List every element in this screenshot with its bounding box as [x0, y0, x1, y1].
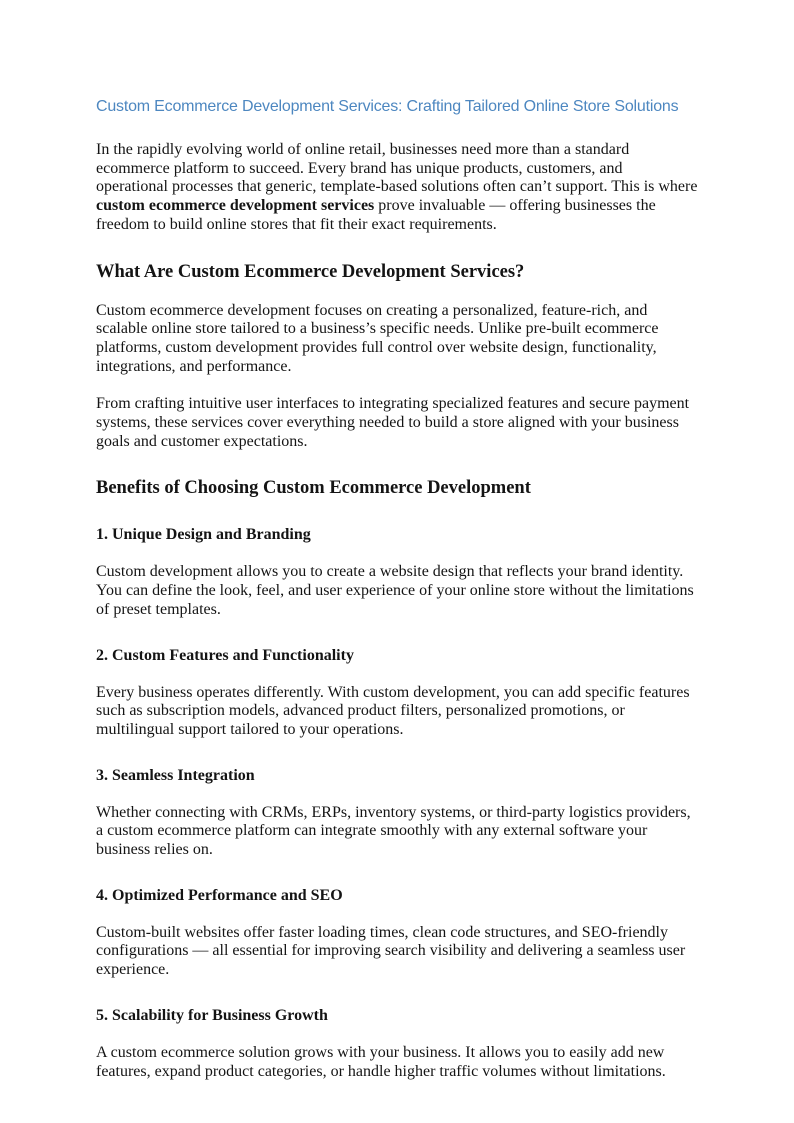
- section-heading-what-are-services: What Are Custom Ecommerce Development Services?: [96, 261, 525, 282]
- paragraph: A custom ecommerce solution grows with your business. It allows you to easily add new features, expand product categories, or handle higher traffic volumes without limitations.: [96, 1043, 666, 1080]
- document-title: Custom Ecommerce Development Services: Crafting Tailored Online Store Solutions: [96, 98, 679, 115]
- intro-text-after-bold: prove invaluable — offering businesses the freedom to build online stores that fit their exact requirements.: [96, 197, 656, 233]
- paragraph: Custom development allows you to create a website design that reflects your brand identity. You can define the look, feel, and user experience of your online store without the limitations of preset templates.: [96, 563, 694, 618]
- sub-heading-seamless-integration: 3. Seamless Integration: [96, 766, 255, 784]
- paragraph: Whether connecting with CRMs, ERPs, inventory systems, or third-party logistics providers, a custom ecommerce platform can integrate smoothly with any external software your business relies on.: [96, 803, 691, 859]
- sub-heading-unique-design: 1. Unique Design and Branding: [96, 526, 311, 544]
- intro-paragraph: [96, 141, 698, 235]
- section-heading-benefits: Benefits of Choosing Custom Ecommerce Development: [96, 478, 531, 499]
- paragraph: Custom ecommerce development focuses on creating a personalized, feature-rich, and scalable online store tailored to a business’s specific needs. Unlike pre-built ecommerce platforms, custom development provides full control over website design, functionality, integrations, and performance.: [96, 301, 659, 375]
- paragraph: From crafting intuitive user interfaces to integrating specialized features and secure payment systems, these services cover everything needed to build a store aligned with your business goals and customer expectations.: [96, 395, 690, 450]
- sub-heading-scalability: 5. Scalability for Business Growth: [96, 1006, 328, 1024]
- sub-heading-custom-features: 2. Custom Features and Functionality: [96, 646, 354, 664]
- intro-bold-phrase: custom ecommerce development services: [96, 197, 375, 215]
- paragraph: Every business operates differently. With custom development, you can add specific features such as subscription models, advanced product filters, personalized promotions, or multilingual support tailored to your operations.: [96, 683, 690, 738]
- paragraph: Custom-built websites offer faster loading times, clean code structures, and SEO-friendly configurations — all essential for improving search visibility and delivering a seamless user experience.: [96, 923, 686, 979]
- intro-text-before-bold: In the rapidly evolving world of online retail, businesses need more than a standard ecommerce platform to succeed. Every brand has unique products, customers, and operational processes that generic, template-based solutions often can’t support. This is where: [96, 141, 698, 196]
- sub-heading-optimized-performance-seo: 4. Optimized Performance and SEO: [96, 886, 343, 904]
